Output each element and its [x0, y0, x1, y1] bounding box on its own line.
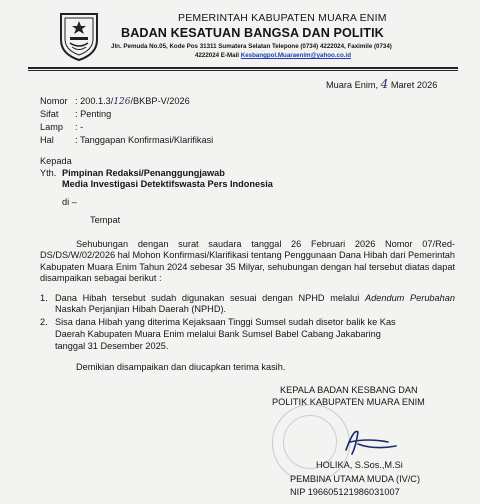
letterhead-address: Jln. Pemuda No.05, Kode Pos 31311 Sumatera Selatan Telepone (0734) 4222024, Faximile (0734): [111, 43, 392, 50]
item1-text-a: Dana Hibah tersebut sudah digunakan sesuai dengan NPHD melalui: [55, 293, 360, 303]
handwritten-signature-icon: [328, 420, 408, 460]
hal-value: : Tanggapan Konfirmasi/Klarifikasi: [75, 135, 214, 145]
email-label: 4222024 E-Mail: [195, 52, 240, 59]
item1-italic-adendum: Adendum: [365, 293, 405, 303]
letterhead-email-line: [195, 52, 351, 59]
nomor-label: Nomor: [40, 96, 68, 106]
signatory-rank: PEMBINA UTAMA MUDA (IV/C): [290, 474, 420, 484]
letterhead-agency: BADAN KESATUAN BANGSA DAN POLITIK: [121, 26, 384, 40]
letterhead-government: PEMERINTAH KABUPATEN MUARA ENIM: [178, 12, 387, 24]
recipient-line1: Pimpinan Redaksi/Penanggungjawab: [62, 168, 225, 178]
signatory-nip: NIP 196605121986031007: [290, 487, 400, 497]
regency-emblem-icon: [57, 10, 101, 62]
date-place: Muara Enim,: [326, 80, 379, 90]
nomor-handwritten: 126: [113, 97, 131, 107]
item2-number: 2.: [40, 317, 48, 327]
date-month-year: Maret 2026: [390, 80, 438, 90]
lamp-value: : -: [75, 122, 84, 132]
signatory-title2: POLITIK KABUPATEN MUARA ENIM: [272, 397, 425, 407]
letterhead-rule: [28, 67, 458, 69]
nomor-suffix: /BKBP-V/2026: [130, 96, 190, 106]
kepada-label: Kepada: [40, 156, 72, 166]
letter-date: [326, 77, 437, 91]
nomor-prefix: : 200.1.3/: [75, 96, 114, 106]
lamp-label: Lamp: [40, 122, 63, 132]
item2-line1: Sisa dana Hibah yang diterima Kejaksaan Tinggi Sumsel sudah disetor balik ke Kas: [55, 317, 396, 327]
date-day-handwritten: 4: [380, 77, 389, 91]
body-intro: Sehubungan dengan surat saudara tanggal 26 Februari 2026 Nomor 07/Red-DS/DS/W/02/2026 hal Mohon Konfirmasi/Klarifikasi tentang Penggunaan Dana Hibah dari Pemerintah Kabupaten Muara Enim Tahun 2024 sebesar 35 Milyar, sehubungan dengan hal tersebut diatas dapat disampaikan sebagai berikut :: [40, 239, 455, 284]
hal-label: Hal: [40, 135, 54, 145]
yth-label: Yth.: [40, 168, 57, 178]
recipient-line2: Media Investigasi Detektifswasta Pers Indonesia: [62, 179, 273, 189]
letterhead-rule-thin: [28, 70, 458, 71]
item1-text-b: Naskah Perjanjian Hibah Daerah (NPHD).: [55, 304, 227, 315]
item2-line2: Daerah Kabupaten Muara Enim melalui Bank Sumsel Babel Cabang Jakabaring: [55, 329, 381, 339]
signatory-name: HOLIKA, S.Sos.,M.Si: [316, 460, 403, 470]
item1-italic-perubahan: Perubahan: [410, 293, 455, 303]
sifat-label: Sifat: [40, 109, 59, 119]
email-link[interactable]: Kesbangpol.Muaraenim@yahoo.co.id: [240, 52, 351, 59]
closing-text: Demikian disampaikan dan diucapkan terima kasih.: [76, 362, 286, 372]
tempat-label: Tempat: [90, 215, 121, 225]
nomor-value: [75, 96, 190, 107]
item2-line3: tanggal 31 Desember 2025.: [55, 341, 169, 351]
signatory-title1: KEPALA BADAN KESBANG DAN: [280, 385, 418, 395]
item1-text: [55, 293, 455, 316]
sifat-value: : Penting: [75, 109, 112, 119]
item1-number: 1.: [40, 293, 48, 303]
di-label: di –: [62, 197, 77, 207]
